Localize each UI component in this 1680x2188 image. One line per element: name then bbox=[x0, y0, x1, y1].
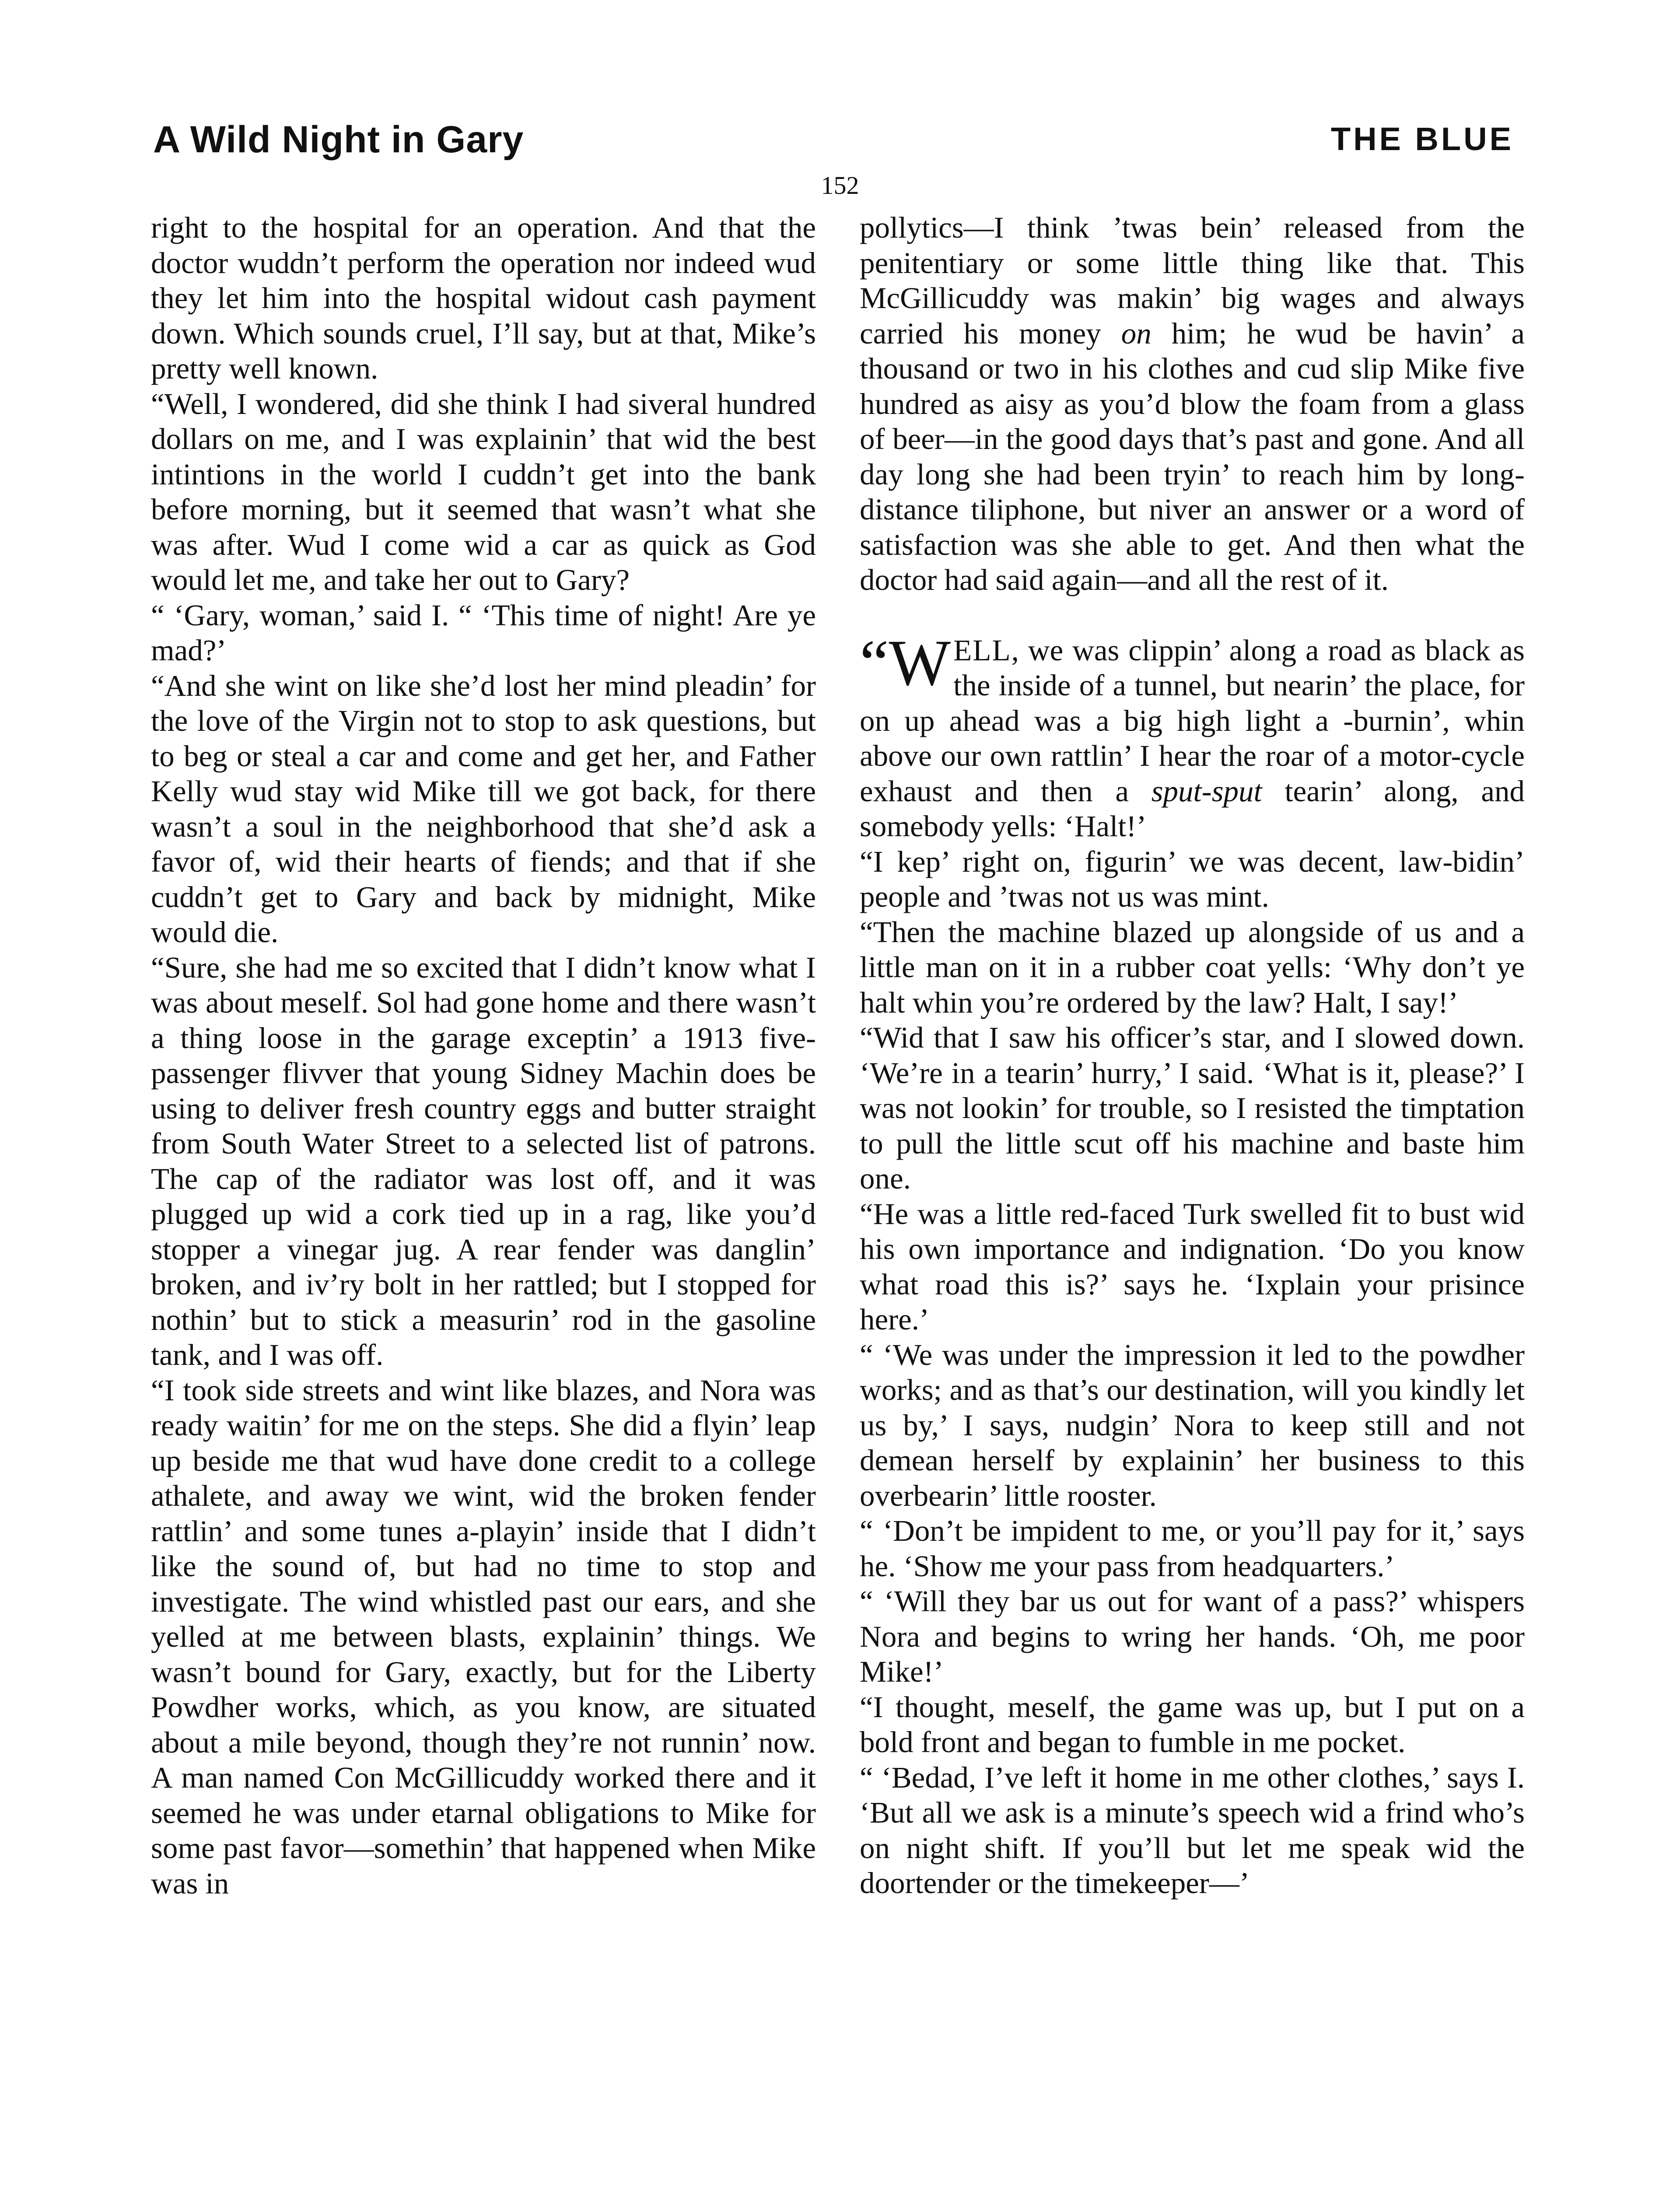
paragraph: “I kep’ right on, figurin’ we was decent, law-bidin’ people and ’twas not us was mint. bbox=[860, 845, 1525, 913]
text-run: tearin’ along, and somebody yells: ‘Halt!’ bbox=[860, 774, 1525, 843]
text-run: pollytics—I think ’twas bein’ released from the penitentiary or some little thing like that. This McGillicuddy was makin’ big wages and always carried his money bbox=[860, 211, 1525, 350]
paragraph: “And she wint on like she’d lost her mind pleadin’ for the love of the Virgin not to stop to ask questions, but to beg or steal a car and come and get her, and Father Kelly wud stay wid Mike till we got back, for there wasn’t a soul in the neighborhood that she’d ask a favor of, wid their hearts of fiends; and that if she cuddn’t get to Gary and back by midnight, Mike would die. bbox=[151, 669, 816, 949]
magazine-name: THE BLUE bbox=[1331, 121, 1514, 157]
paragraph: “I took side streets and wint like blazes, and Nora was ready waitin’ for me on the steps. She did a flyin’ leap up beside me that wud have done credit to a college athalete, and away we wint, wid the broken fender rattlin’ and some tunes a-playin’ inside that I didn’t like the sound of, but had no time to stop and investigate. The wind whistled past our ears, and she yelled at me between blasts, explainin’ things. We wasn’t bound for Gary, exactly, but for the Liberty Powdher works, which, as you know, are situated about a mile beyond, though they’re not runnin’ now. A man named Con McGillicuddy worked there and it seemed he was under etarnal obligations to Mike for some past favor—somethin’ that happened when Mike was in bbox=[151, 1373, 816, 1900]
drop-cap: “W bbox=[860, 626, 951, 699]
paragraph: “ ‘Will they bar us out for want of a pass?’ whispers Nora and begins to wring her hands. ‘Oh, me poor Mike!’ bbox=[860, 1585, 1525, 1688]
paragraph: “Well, I wondered, did she think I had siveral hundred dollars on me, and I was explainin’ that wid the best intintions in the world I cuddn’t get into the bank before morning, but it seemed that wasn’t what she was after. Wud I come wid a car as quick as God would let me, and take her out to Gary? bbox=[151, 387, 816, 596]
left-column bbox=[151, 210, 816, 1901]
right-column bbox=[860, 210, 1525, 1901]
paragraph: “He was a little red-faced Turk swelled fit to bust wid his own importance and indignation. ‘Do you know what road this is?’ says he. ‘Ixplain your prisince here.’ bbox=[860, 1197, 1525, 1336]
story-title: A Wild Night in Gary bbox=[153, 119, 524, 161]
paragraph: right to the hospital for an operation. And that the doctor wuddn’t perform the operation nor indeed wud they let him into the hospital widout cash payment down. Which sounds cruel, I’ll say, but at that, Mike’s pretty well known. bbox=[151, 211, 816, 385]
section-opening-paragraph bbox=[860, 626, 1525, 844]
paragraph: “ ‘Gary, woman,’ said I. “ ‘This time of night! Are ye mad?’ bbox=[151, 598, 816, 667]
italic-text: sput-sput bbox=[1151, 774, 1262, 808]
paragraph-continued bbox=[860, 210, 1525, 598]
paragraph: “Then the machine blazed up alongside of us and a little man on it in a rubber coat yells: ‘Why don’t ye halt whin you’re ordered by the law? Halt, I say!’ bbox=[860, 915, 1525, 1019]
paragraph: “ ‘We was under the impression it led to the powdher works; and as that’s our destination, will you kindly let us by,’ I says, nudgin’ Nora to keep still and not demean herself by explainin’ her business to this overbearin’ little rooster. bbox=[860, 1338, 1525, 1512]
text-run: him; he wud be havin’ a thousand or two in his clothes and cud slip Mike five hundred as aisy as you’d blow the foam from a glass of beer—in the good days that’s past and gone. And all day long she had been tryin’ to reach him by long-distance tiliphone, but niver an answer or a word of satisfaction was she able to get. And then what the doctor had said again—and all the rest of it. bbox=[860, 316, 1525, 596]
section-break bbox=[860, 598, 1525, 633]
page-number: 152 bbox=[821, 171, 859, 200]
text-run: , we was clippin’ along a road as black as the inside of a tunnel, but nearin’ the place, for on up ahead was a big high light a -burnin’, whin above our own rattlin’ I hear the roar of a motor-cycle exhaust and then a bbox=[860, 633, 1525, 808]
paragraph: “I thought, meself, the game was up, but I put on a bold front and began to fumble in me pocket. bbox=[860, 1690, 1525, 1759]
italic-text: on bbox=[1121, 316, 1152, 350]
paragraph: “ ‘Don’t be impident to me, or you’ll pay for it,’ says he. ‘Show me your pass from headquarters.’ bbox=[860, 1514, 1525, 1583]
opening-caps: ELL bbox=[953, 633, 1012, 667]
paragraph: “Sure, she had me so excited that I didn’t know what I was about meself. Sol had gone home and there wasn’t a thing loose in the garage exceptin’ a 1913 five-passenger flivver that young Sidney Machin does be using to deliver fresh country eggs and butter straight from South Water Street to a selected list of patrons. The cap of the radiator was lost off, and it was plugged up wid a cork tied up in a rag, like you’d stopper a vinegar jug. A rear fender was danglin’ broken, and iv’ry bolt in her rattled; but I stopped for nothin’ but to stick a measurin’ rod in the gasoline tank, and I was off. bbox=[151, 950, 816, 1371]
paragraph: “Wid that I saw his officer’s star, and I slowed down. ‘We’re in a tearin’ hurry,’ I said. ‘What is it, please?’ I was not lookin’ for trouble, so I resisted the timptation to pull the little scut off his machine and baste him one. bbox=[860, 1021, 1525, 1195]
paragraph: “ ‘Bedad, I’ve left it home in me other clothes,’ says I. ‘But all we ask is a minute’s speech wid a frind who’s on night shift. If you’ll but let me speak wid the doortender or the timekeeper—’ bbox=[860, 1760, 1525, 1900]
